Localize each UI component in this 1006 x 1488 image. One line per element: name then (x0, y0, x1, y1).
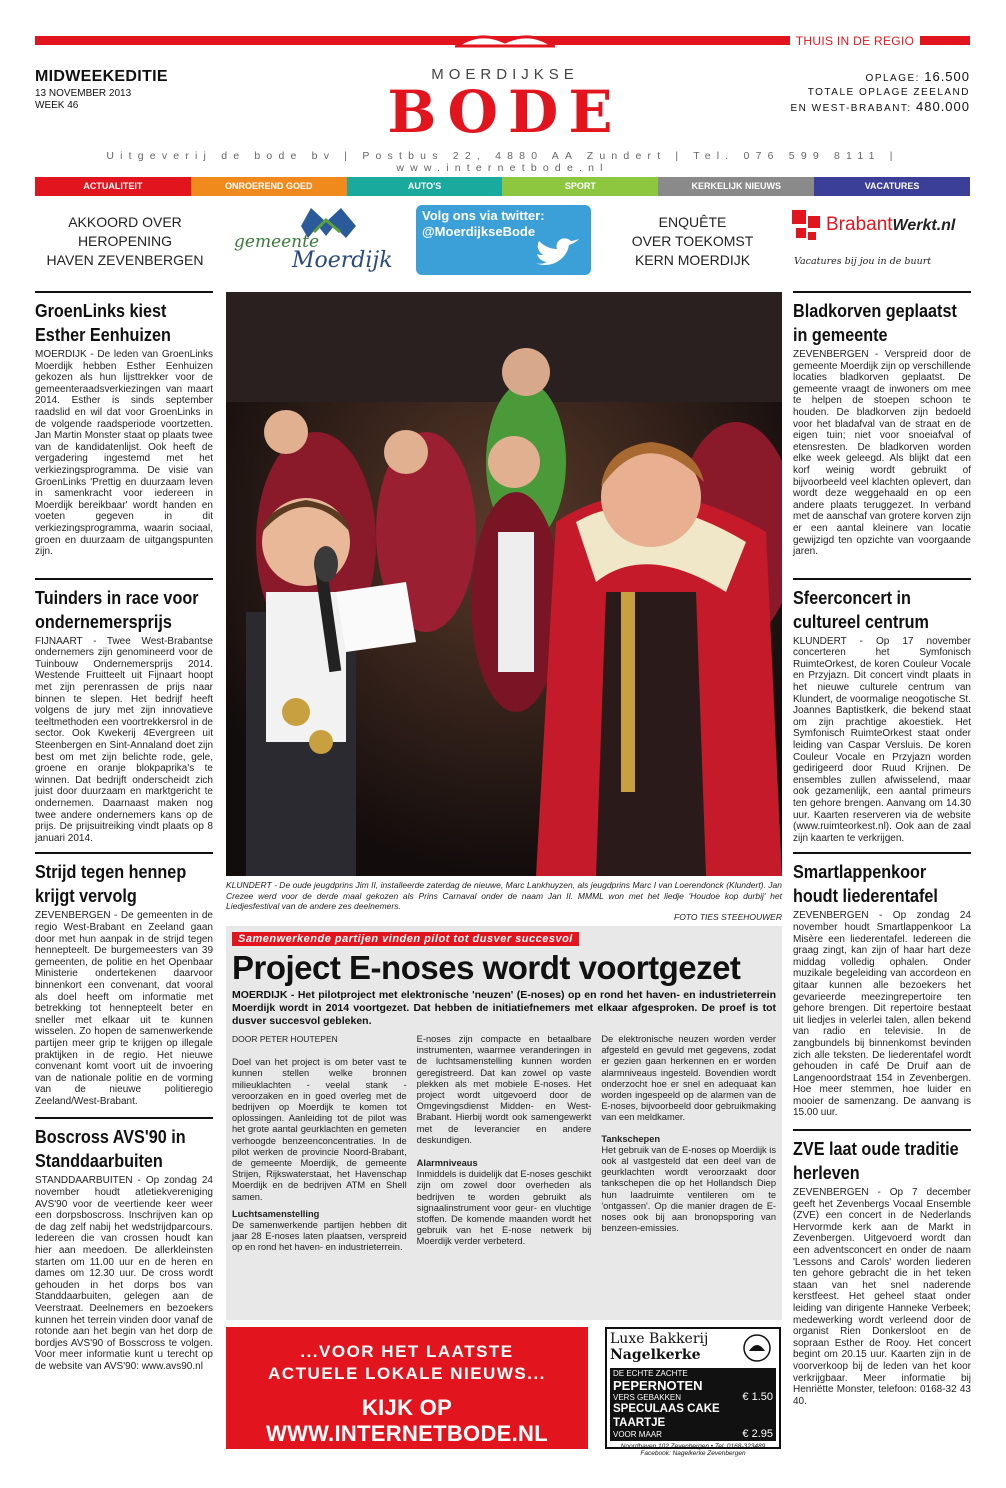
internetbode-ad[interactable] (226, 1327, 588, 1449)
brand-bode: BODE (387, 78, 623, 146)
bakery-ad[interactable] (605, 1327, 781, 1457)
brabantwerkt-ad[interactable] (790, 204, 970, 279)
book-icon (455, 30, 555, 48)
nav-autos[interactable]: AUTO'S (347, 177, 503, 196)
nav-vacatures[interactable]: VACATURES (814, 177, 970, 196)
article-body: STANDDAARBUITEN - Op zondag 24 november houdt atletiekvereniging AVS'90 voor de veertiende keer weer een dorpsboscross. Inschrijven kan op de dag zelf nabij het wedstrijdparcours. Iedereen die van crossen houdt kan hier aan meedoen. De allerkleinsten starten om 11.00 uur en de heren en dames om 12.30 uur. De cross wordt gehouden in het dorps bos van Standdaarbuiten, gelegen aan de Veerstraat. Deelnemers en bezoekers kunnen het terrein vinden door vanaf de rotonde aan het begin van het dorp de bordjes AVS'90 of Bosscross te volgen. Voor meer informatie kunt u terecht op de website van AVS'90: www.avs90.nl (35, 1175, 213, 1372)
teaser-haven-line: HEROPENING (77, 233, 173, 249)
section-nav (35, 177, 970, 196)
article-body: ZEVENBERGEN - De gemeenten in de regio West-Brabant en Zeeland gaan door met hun aanpak in de strijd tegen hennepteelt. De burgemeesters van 39 gemeenten, de politie en het Openbaar Ministerie ondertekenen daarvoor binnenkort een convenant, dat vooral als doel heeft om informatie met betrekking tot hennepteelt beter en sneller met elkaar uit te kunnen wisselen. Zo hopen de samenwerkende partijen meer grip te krijgen op illegale praktijken in de regio. Het nieuwe convenant komt voort uit de invoering van de nationale politie en de vorming van de nieuwe politieregio Zeeland/West-Brabant. (35, 910, 213, 1107)
article-lead: MOERDIJK - Het pilotproject met elektronische 'neuzen' (E-noses) op en rond het haven- en industrieterrein Moerdijk wordt in 2014 voortgezet. Dat hebben de initiatiefnemers met elkaar afgesproken. De proef is tot dusver succesvol gebleken. (232, 989, 776, 1027)
contact-line: Uitgeverij de bode bv | Postbus 22, 4880 AA Zundert | Tel. 076 599 8111 | www.internetbode.nl (106, 150, 899, 174)
bakery-title-2: Nagelkerke (610, 1347, 701, 1363)
edition-label: MIDWEEKEDITIE (35, 68, 168, 85)
logo-moerdijk-text: Moerdijk (292, 248, 393, 273)
article-title: GroenLinks kiest Esther Eenhuizen (35, 301, 171, 345)
article-paragraph: De elektronische neuzen worden verder afgesteld en gevuld met gegevens, zodat er gezien gaan herkennen en er worden alarmniveaus ingesteld. Bovendien wordt onderzocht hoe er snel en adequaat kan worden ingespeeld op de alarmen van de E-noses, bijvoorbeeld door gebruikmaking van een meldkamer. (601, 1034, 777, 1123)
article-body: FIJNAART - Twee West-Brabantse ondernemers zijn genomineerd voor de Tuinbouw Ondernemersprijs 2014. Westende Fruitteelt uit Fijnaart hoopt met zijn perenrassen de prijs naar binnen te slepen. Het bedrijf heeft volgens de jury met zijn innovatieve teeltmethoden een voortrekkersrol in de sector. Ook Kwekerij 4Evergreen uit Steenbergen en Sint-Annaland doet zijn best om met zijn belichte rode, gele, groene en oranje blokpaprika's te winnen. Dat bedrijft onderscheidt zich juist door duurzaam en marktgericht te ondernemen. Daarnaast maken nog twee andere ondernemers kans op de prijs. De prijsuitreiking vindt plaats op 8 januari 2014. (35, 635, 213, 844)
teaser-haven[interactable] (35, 213, 215, 270)
offer-product-1: PEPERNOTEN (613, 1377, 703, 1393)
divider (35, 1117, 213, 1119)
nav-sport[interactable]: SPORT (502, 177, 658, 196)
offer-price-1: € 1.50 (742, 1390, 773, 1403)
ad-line-1: ...VOOR HET LAATSTE (300, 1342, 514, 1361)
edition-date: 13 NOVEMBER 2013 (35, 88, 132, 99)
offer-note: VERS GEBAKKEN (613, 1392, 682, 1402)
divider (35, 291, 213, 293)
article-title: Tuinders in race voor ondernemersprijs (35, 587, 199, 632)
bakery-emblem-icon (740, 1333, 774, 1363)
divider (35, 852, 213, 854)
bw-brand-text (826, 214, 955, 236)
bakery-address: Noordhaven 102 Zevenbergen • Tel. 0168-323489 (620, 1442, 766, 1450)
twitter-handle: @MoerdijkseBode (422, 224, 536, 239)
article-body: KLUNDERT - Op 17 november concerteren het Symfonisch RuimteOrkest, de koren Couleur Vocale en Przyjazn. Dit concert vindt plaats in het nieuwe culturele centrum van Klundert, de voormalige neogotische St. Joannes Baptistkerk, die bekend staat om zijn prachtige akoestiek. Het Symfonisch RuimteOrkest staat onder leiding van Caspar Versluis. De koren Couleur Vocale en Przyjazn worden gedirigeerd door Ruud Krijnen. De ensembles zullen afwisselend, maar ook gezamenlijk, een aantal primeurs ten gehore brengen. Aanvang om 14.30 uur. Kaarten reserveren via de website (www.ruimteorkest.nl). Ook aan de zaal zijn kaarten te verkrijgen. (793, 635, 971, 844)
article-title: Strijd tegen hennep krijgt vervolg (35, 862, 187, 907)
twitter-bird-icon (531, 237, 583, 271)
article-paragraph: E-noses zijn compacte en betaalbare instrumenten, waarmee veranderingen in de luchtsamenstelling kunnen worden geregistreerd. Dat kan zowel op vaste plekken als met mobiele E-noses. Het project wordt uitgevoerd door de Omgevingsdienst Midden- en West-Brabant. Hierbij wordt ook samengewerkt met de leverancier en andere deskundigen. (416, 1034, 592, 1145)
bakery-facebook: Facebook: Nagelkerke Zevenbergen (640, 1450, 746, 1457)
gemeente-moerdijk-logo[interactable] (226, 204, 406, 278)
bakery-title-1: Luxe Bakkerij (610, 1331, 709, 1347)
totaal-label-2: EN WEST-BRABANT: (790, 103, 912, 114)
offer-product-2: SPECULAAS CAKE TAARTJE (613, 1403, 720, 1429)
divider (793, 852, 971, 854)
article-title: Sfeerconcert in cultureel centrum (793, 587, 929, 632)
carnaval-photo[interactable] (226, 292, 782, 876)
article-column-3 (601, 1034, 776, 1254)
teaser-enquete-line: OVER TOEKOMST (631, 233, 754, 249)
bw-tagline: Vacatures bij jou in de buurt (794, 256, 932, 267)
main-article (226, 926, 782, 1320)
article-kicker: Samenwerkende partijen vinden pilot tot dusver succesvol (232, 932, 579, 946)
article-columns (232, 1034, 776, 1254)
right-column (793, 291, 971, 1407)
teaser-enquete[interactable] (610, 213, 775, 270)
teaser-haven-line: HAVEN ZEVENBERGEN (46, 252, 204, 268)
photo-caption (226, 880, 782, 922)
article-byline: DOOR PETER HOUTEPEN (232, 1034, 338, 1044)
circulation-info (760, 70, 970, 116)
logo-gemeente-text: gemeente (234, 232, 320, 252)
edition-meta (35, 88, 131, 112)
ad-url[interactable]: KIJK OP WWW.INTERNETBODE.NL (266, 1395, 548, 1446)
brand-moerdijkse: MOERDIJKSE (431, 66, 579, 83)
divider (35, 578, 213, 580)
bw-werkt: Werkt.nl (892, 217, 956, 234)
article-subhead: Luchtsamenstelling (232, 1208, 320, 1219)
offer-note-2: VOOR MAAR (613, 1430, 662, 1439)
bw-brabant: Brabant (826, 214, 893, 235)
offer-intro: DE ECHTE ZACHTE (613, 1369, 688, 1378)
twitter-promo[interactable] (416, 205, 591, 275)
oplage-label: OPLAGE: (865, 73, 920, 84)
twitter-line-1: Volg ons via twitter: (422, 208, 545, 223)
article-body: ZEVENBERGEN - Op 7 december geeft het Zevenbergs Vocaal Ensemble (ZVE) een concert in de Nederlands Hervormde kerk aan de Markt in Zevenbergen. Uitgevoerd wordt dan een adventsconcert en onder de naam 'Lessons and Carols' worden liederen ten gehore gebracht die in het teken staan van het snel naderende kerstfeest. Het geheel staat onder leiding van dirigente Hanneke Verbeek; medewerking wordt verleend door de organist Rien Donkersloot en de sopraan Esther de Rooy. Het concert begint om 20.15 uur. Kaarten zijn in de voorverkoop bij de leden van het koor verkrijgbaar. Meer informatie bij Henriëtte Monster, telefoon: 0168-32 43 40. (793, 1187, 971, 1407)
edition-week: WEEK 46 (35, 100, 79, 111)
photo-illustration (226, 292, 782, 876)
brabantwerkt-logo-icon (792, 210, 822, 248)
bakery-offers (610, 1368, 776, 1441)
article-paragraph: Het gebruik van de E-noses op Moerdijk is ook al vastgesteld dat een deel van de geurklachten wordt veroorzaakt door tankschepen die op het Hollandsch Diep hun laadruimte ventileren om te 'ontgassen'. Op die manier dragen de E-noses ook bij aan bronopsporing van benzeen-emissies. (601, 1144, 777, 1234)
article-body: ZEVENBERGEN - Op zondag 24 november houdt Smartlappenkoor La Misère een liederentafel. Iedereen die graag zingt, kan zijn of haar hart deze middag volledig ophalen. Onder muzikale begeleiding van accordeon en gitaar kunnen alle bezoekers het gevarieerde meezingrepertoire ten gehore brengen. Dit repertoire bestaat uit liedjes in velerlei talen, allen bekend van radio en televisie. In de zangbundels bij binnenkomst bevinden zich alle teksten. De liederentafel wordt gehouden in café De Druif aan de Langenoordstraat 154 in Zevenbergen. Hoe meer stemmen, hoe luider en mooier de samenzang. De aanvang is 15.00 uur. (793, 910, 971, 1119)
article-title: Smartlappenkoor houdt liederentafel (793, 862, 938, 907)
article-column-1 (232, 1034, 407, 1254)
nav-onroerend-goed[interactable]: ONROEREND GOED (191, 177, 347, 196)
regio-label: THUIS IN DE REGIO (790, 31, 920, 51)
nav-kerkelijk-nieuws[interactable]: KERKELIJK NIEUWS (658, 177, 814, 196)
article-body: MOERDIJK - De leden van GroenLinks Moerdijk hebben Esther Eenhuizen gekozen als hun lijsttrekker voor de gemeenteraadsverkiezingen van maart 2014. Esther is sinds september raadslid en wil dat voor GroenLinks in de volgende raadsperiode voortzetten. Jan Martin Monster staat op plaats twee van de kandidatenlijst. Ook heeft de vergadering ingestemd met het verkiezingsprogramma. De visie van GroenLinks 'Prettig en duurzaam leven in samenkracht voor iedereen in Moerdijk bereikbaar' wordt handen en voeten gegeven in dit verkiezingsprogramma, waarin sociaal, groen en duurzaam de uitgangspunten zijn. (35, 349, 213, 558)
offer-price-2: € 2.95 (742, 1428, 773, 1440)
article-title: ZVE laat oude traditie herleven (793, 1139, 959, 1184)
teaser-enquete-line: ENQUÊTE (658, 214, 727, 230)
divider (793, 291, 971, 293)
teaser-haven-line: AKKOORD OVER (68, 214, 182, 230)
ad-line-2: ACTUELE LOKALE NIEUWS... (268, 1364, 546, 1383)
divider (793, 1129, 971, 1131)
photo-credit: FOTO TIES STEEHOUWER (674, 911, 782, 922)
article-paragraph: De samenwerkende partijen hebben dit jaar 28 E-noses laten plaatsen, verspreid op en rond het haven- en industrieterrein. (232, 1220, 407, 1253)
article-subhead: Tankschepen (601, 1133, 661, 1144)
left-column (35, 291, 213, 1373)
article-title: Bladkorven geplaatst in gemeente (793, 301, 957, 345)
article-title: Boscross AVS'90 in Standdaarbuiten (35, 1127, 186, 1172)
article-paragraph: Inmiddels is duidelijk dat E-noses geschikt zijn om zowel door overheden als bedrijven te worden gebruikt als signaalinstrument voor geur- en vluchtige stoffen. De komende maanden wordt het gebruik van het E-nose netwerk bij Moerdijk verder verbeterd. (416, 1169, 592, 1247)
article-body: ZEVENBERGEN - Verspreid door de gemeente Moerdijk zijn op verschillende locaties bladkorven geplaatst. De gemeente vraagt de inwoners om mee te helpen de stoepen schoon te houden. De bladkorven zijn bedoeld voor het bladafval van de straat en de eigen tuin; niet voor snoeiafval of etensresten. De bladkorven worden elke week geleegd. Als blijkt dat een korf weinig wordt gebruikt of bijvoorbeeld veel klachten oplevert, dan wordt deze weggehaald en op een andere plaats teruggezet. In verband met de aanschaf van grotere korven zijn er een aantal kleinere van locatie gewijzigd ten opzichte van voorgaande jaren. (793, 349, 971, 558)
oplage-value: 16.500 (924, 69, 970, 84)
nav-actualiteit[interactable]: ACTUALITEIT (35, 177, 191, 196)
divider (793, 578, 971, 580)
article-headline: Project E-noses wordt voortgezet (232, 949, 741, 986)
caption-text: KLUNDERT - De oude jeugdprins Jim II, installeerde zaterdag de nieuwe, Marc Lankhuyzen, als jeugdprins Marc I van Loerendonck (Klundert). Jan Crezee werd voor de derde maal gekozen als Prins Carnaval onder de naam Jan II. MMML won met het liedje 'Houdoe kop durbij' het Liedjesfestival van de andere zes deelnemers. (226, 880, 782, 911)
article-paragraph: Doel van het project is om beter vast te kunnen stellen welke bronnen milieuklachten - veelal stank - veroorzaken en in goed overleg met de bedrijven op Moerdijk te komen tot oplossingen. Aanleiding tot de pilot was het grote aantal geurklachten en gemeten verhoogde benzeenconcentraties. In de pilot werken de provincie Noord-Brabant, de gemeente Moerdijk, de gemeente Strijen, Rijkswaterstaat, het Havenschap Moerdijk en de bedrijven ATM en Shell samen. (232, 1057, 407, 1202)
teaser-enquete-line: KERN MOERDIJK (634, 252, 751, 268)
article-column-2 (417, 1034, 592, 1254)
totaal-label-1: TOTALE OPLAGE ZEELAND (807, 87, 970, 98)
totaal-value: 480.000 (916, 99, 970, 114)
article-subhead: Alarmniveaus (416, 1158, 478, 1169)
